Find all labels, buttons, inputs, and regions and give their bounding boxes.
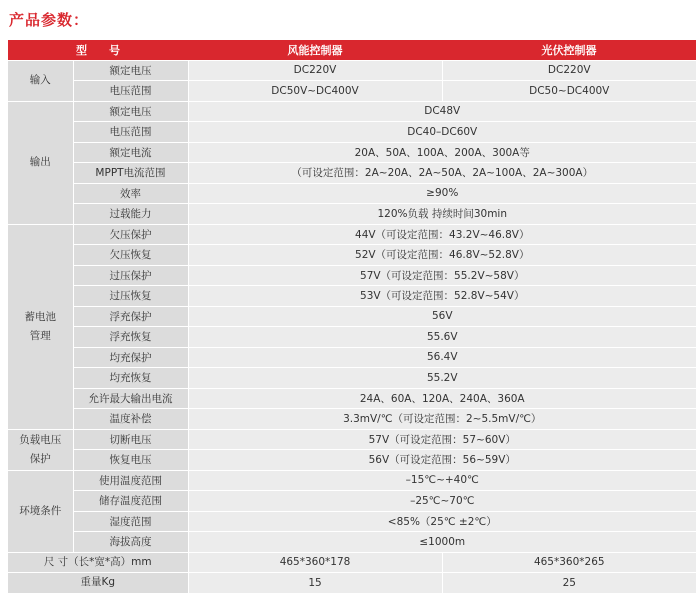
table-row — [8, 573, 696, 594]
category-environment: 环境条件 — [8, 470, 73, 552]
param-label: 额定电压 — [73, 60, 188, 81]
table-row — [8, 245, 696, 266]
table-row — [8, 511, 696, 532]
table-row — [8, 327, 696, 348]
table-row — [8, 265, 696, 286]
value-shared: （可设定范围：2A~20A、2A~50A、2A~100A、2A~300A） — [188, 163, 696, 184]
param-label: 海拔高度 — [73, 532, 188, 553]
size-label: 尺 寸（长*宽*高）mm — [8, 552, 188, 573]
value-shared: 53V（可设定范围：52.8V~54V） — [188, 286, 696, 307]
category-input: 输入 — [8, 60, 73, 101]
header-wind: 风能控制器 — [188, 40, 442, 60]
param-label: 使用温度范围 — [73, 470, 188, 491]
weight-solar: 25 — [442, 573, 696, 594]
value-shared: –15℃~+40℃ — [188, 470, 696, 491]
spec-table — [8, 40, 696, 594]
param-label: 恢复电压 — [73, 450, 188, 471]
param-label: 效率 — [73, 183, 188, 204]
param-label: 储存温度范围 — [73, 491, 188, 512]
param-label: 湿度范围 — [73, 511, 188, 532]
value-shared: 56V（可设定范围：56~59V） — [188, 450, 696, 471]
value-shared: –25℃~70℃ — [188, 491, 696, 512]
param-label: 额定电流 — [73, 142, 188, 163]
table-row — [8, 204, 696, 225]
category-output: 输出 — [8, 101, 73, 224]
category-load-line2: 保护 — [29, 452, 51, 465]
table-row — [8, 388, 696, 409]
table-row — [8, 532, 696, 553]
header-solar: 光伏控制器 — [442, 40, 696, 60]
value-shared: 20A、50A、100A、200A、300A等 — [188, 142, 696, 163]
table-row — [8, 552, 696, 573]
table-row — [8, 60, 696, 81]
param-label: 过压保护 — [73, 265, 188, 286]
value-shared: 57V（可设定范围：55.2V~58V） — [188, 265, 696, 286]
weight-wind: 15 — [188, 573, 442, 594]
category-battery-line2: 管理 — [29, 329, 51, 342]
table-row — [8, 122, 696, 143]
value-wind: DC220V — [188, 60, 442, 81]
param-label: 电压范围 — [73, 81, 188, 102]
table-row — [8, 450, 696, 471]
value-shared: <85%（25℃ ±2℃） — [188, 511, 696, 532]
table-row — [8, 183, 696, 204]
category-load-line1: 负载电压 — [19, 433, 62, 446]
table-row — [8, 368, 696, 389]
param-label: 浮充保护 — [73, 306, 188, 327]
value-shared: 56.4V — [188, 347, 696, 368]
table-row — [8, 429, 696, 450]
table-row — [8, 142, 696, 163]
table-row — [8, 409, 696, 430]
value-shared: 55.2V — [188, 368, 696, 389]
size-wind: 465*360*178 — [188, 552, 442, 573]
value-shared: 57V（可设定范围：57~60V） — [188, 429, 696, 450]
table-row — [8, 470, 696, 491]
weight-label: 重量Kg — [8, 573, 188, 594]
header-model: 型 号 — [8, 40, 188, 60]
header-row — [8, 40, 696, 60]
param-label: 均充保护 — [73, 347, 188, 368]
param-label: 过载能力 — [73, 204, 188, 225]
param-label: 额定电压 — [73, 101, 188, 122]
param-label: 允许最大输出电流 — [73, 388, 188, 409]
param-label: 温度补偿 — [73, 409, 188, 430]
value-solar: DC220V — [442, 60, 696, 81]
table-row — [8, 306, 696, 327]
table-row — [8, 163, 696, 184]
table-row — [8, 81, 696, 102]
value-shared: ≥90% — [188, 183, 696, 204]
param-label: 切断电压 — [73, 429, 188, 450]
param-label: MPPT电流范围 — [73, 163, 188, 184]
table-row — [8, 286, 696, 307]
value-shared: DC48V — [188, 101, 696, 122]
value-wind: DC50V~DC400V — [188, 81, 442, 102]
param-label: 电压范围 — [73, 122, 188, 143]
value-shared: ≤1000m — [188, 532, 696, 553]
size-solar: 465*360*265 — [442, 552, 696, 573]
table-row — [8, 347, 696, 368]
value-shared: 55.6V — [188, 327, 696, 348]
table-row — [8, 491, 696, 512]
category-battery — [8, 224, 73, 429]
value-shared: 52V（可设定范围：46.8V~52.8V） — [188, 245, 696, 266]
value-shared: 44V（可设定范围：43.2V~46.8V） — [188, 224, 696, 245]
table-row — [8, 224, 696, 245]
param-label: 欠压恢复 — [73, 245, 188, 266]
page-title: 产品参数： — [9, 11, 90, 29]
category-battery-line1: 蓄电池 — [24, 310, 56, 323]
value-shared: DC40–DC60V — [188, 122, 696, 143]
category-load — [8, 429, 73, 470]
value-shared: 24A、60A、120A、240A、360A — [188, 388, 696, 409]
value-shared: 120%负载 持续时间30min — [188, 204, 696, 225]
table-row — [8, 101, 696, 122]
value-solar: DC50~DC400V — [442, 81, 696, 102]
param-label: 均充恢复 — [73, 368, 188, 389]
param-label: 欠压保护 — [73, 224, 188, 245]
param-label: 过压恢复 — [73, 286, 188, 307]
value-shared: 3.3mV/℃（可设定范围：2~5.5mV/℃） — [188, 409, 696, 430]
param-label: 浮充恢复 — [73, 327, 188, 348]
value-shared: 56V — [188, 306, 696, 327]
